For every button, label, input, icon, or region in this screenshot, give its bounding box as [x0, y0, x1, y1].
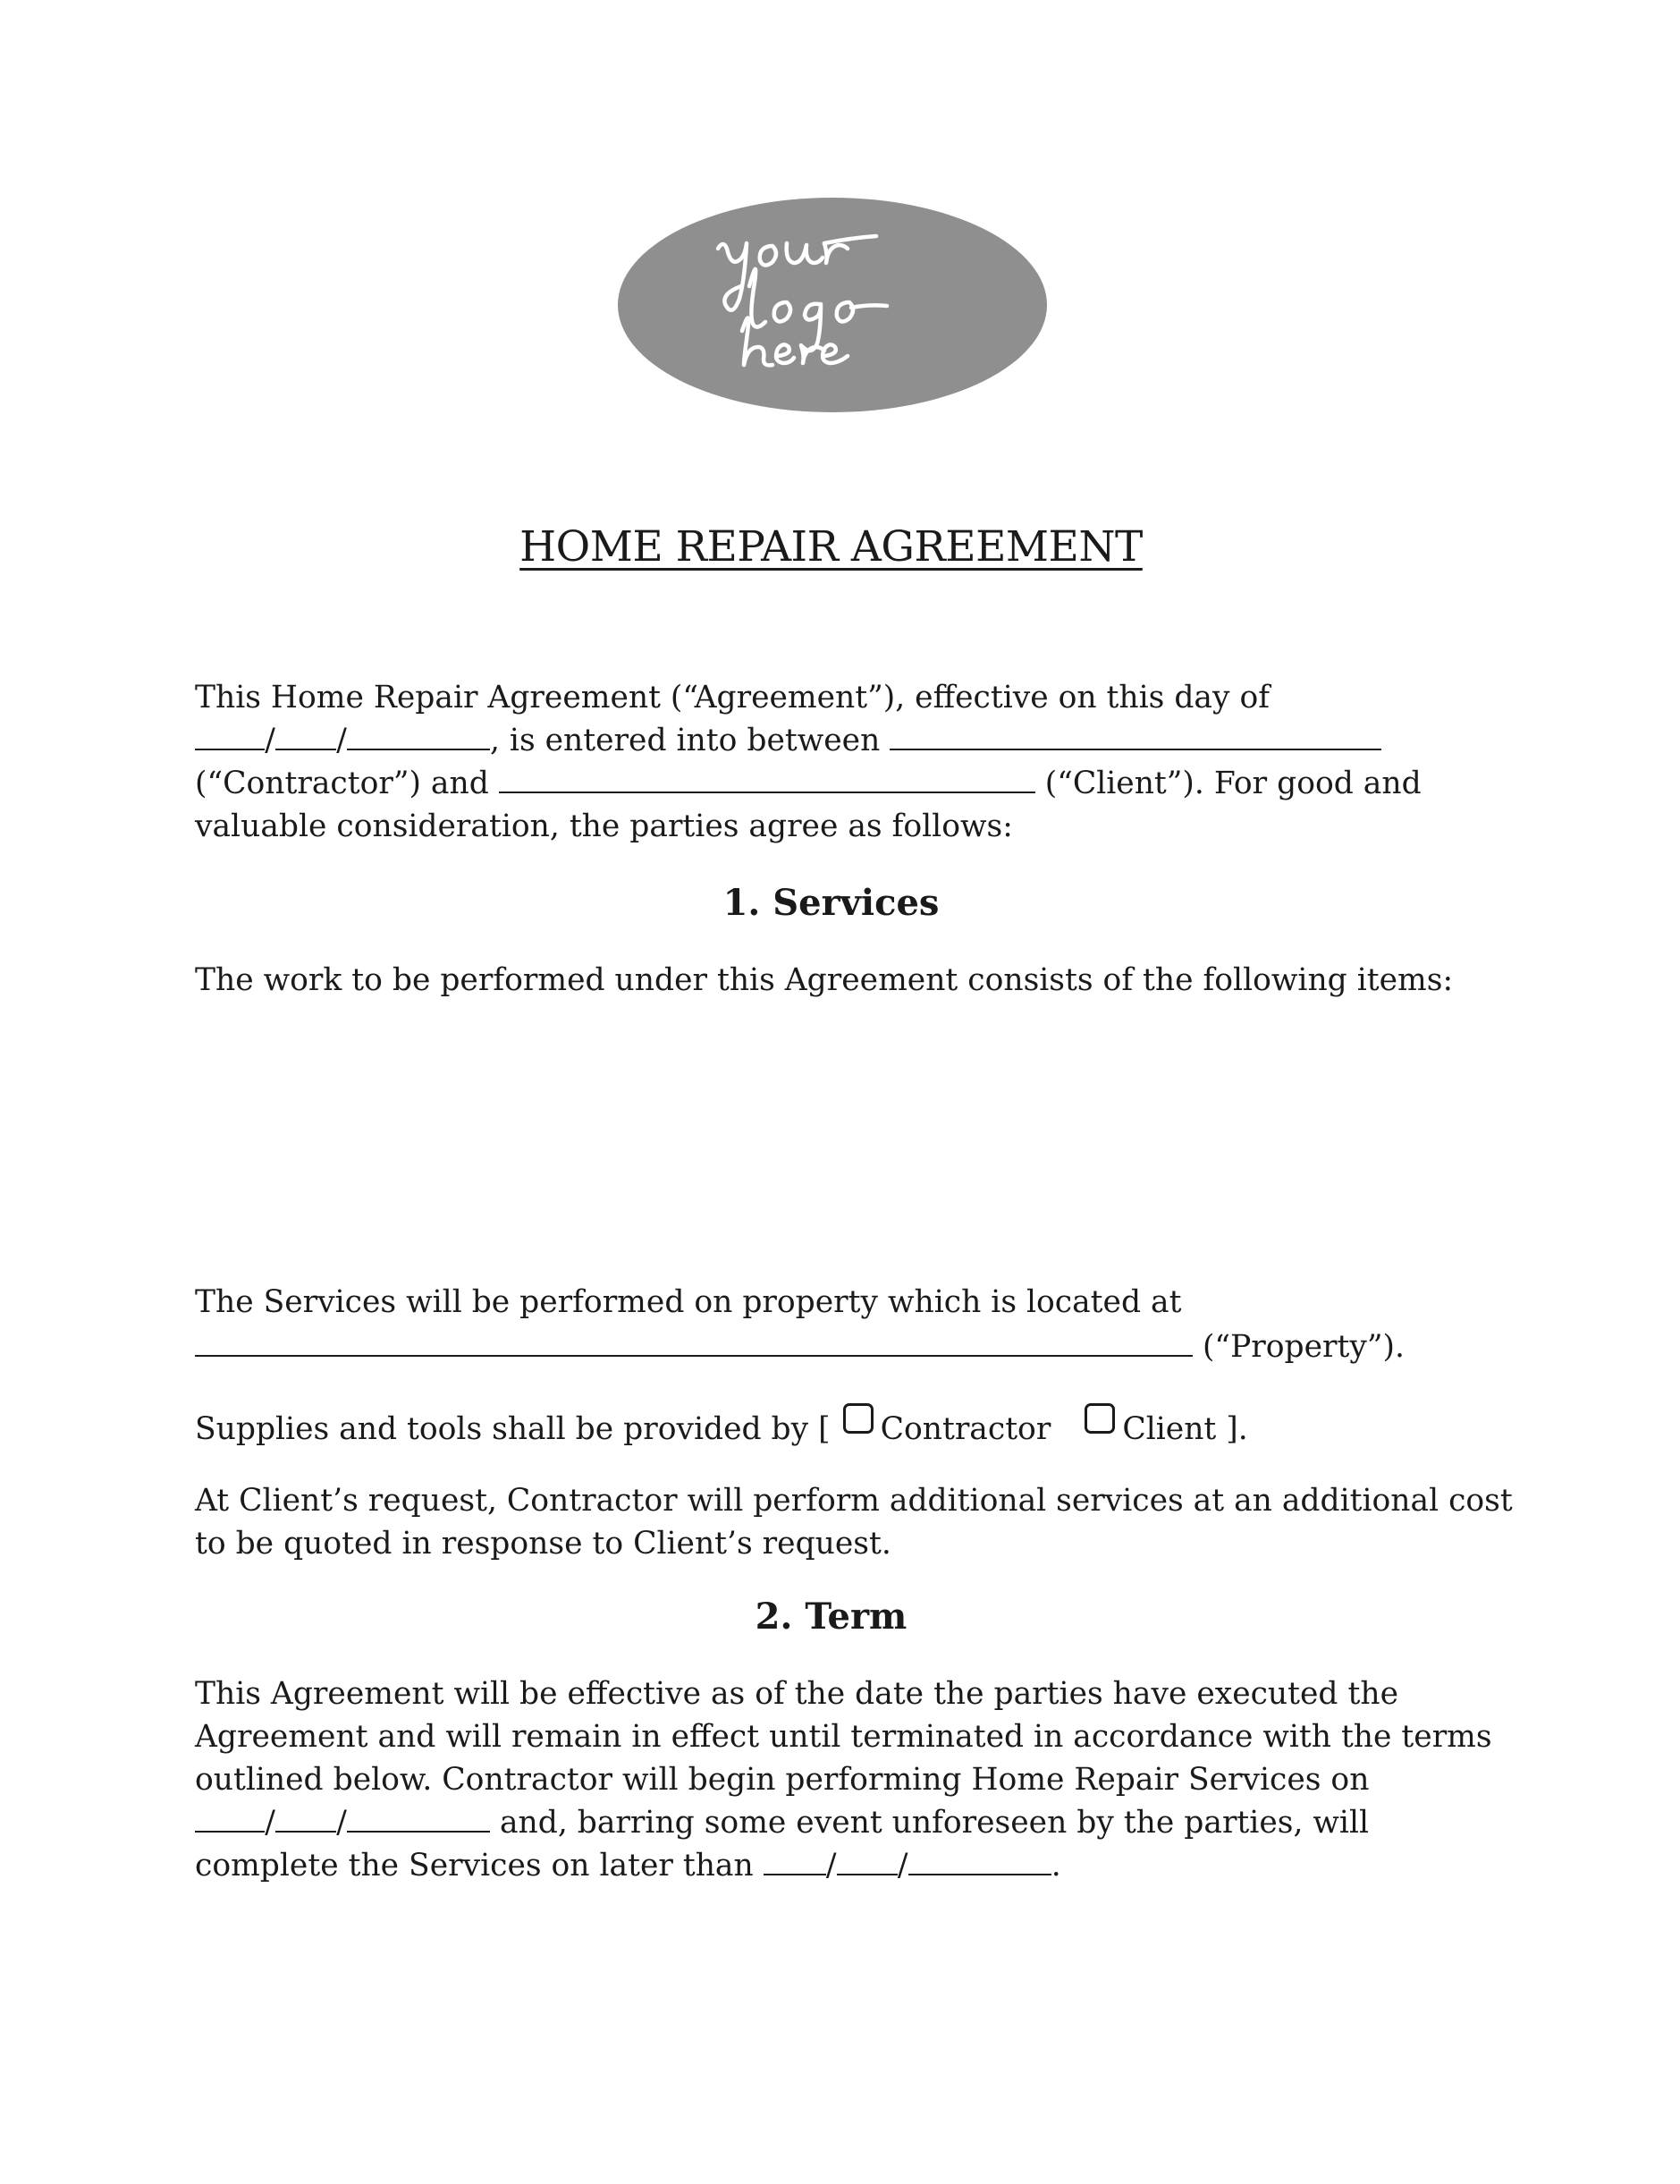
contractor-name-blank[interactable] [890, 722, 1381, 750]
property-label: (“Property”). [1202, 1329, 1405, 1365]
additional-line-2: to be quoted in response to Client’s request. [195, 1526, 891, 1562]
date-separator: / [265, 723, 275, 758]
term-complete-text: complete the Services on later than [195, 1848, 754, 1883]
contractor-checkbox[interactable] [843, 1403, 874, 1434]
logo-placeholder [617, 197, 1048, 413]
property-address-blank[interactable] [195, 1328, 1193, 1357]
effective-month-blank[interactable] [195, 722, 265, 750]
term-line-1: This Agreement will be effective as of the date the parties have executed the [195, 1676, 1398, 1712]
services-work-text: The work to be performed under this Agreement consists of the following items: [195, 962, 1454, 998]
contractor-and-text: (“Contractor”) and [195, 766, 489, 801]
document-title: HOME REPAIR AGREEMENT [519, 522, 1143, 571]
term-line-3: outlined below. Contractor will begin performing Home Repair Services on [195, 1762, 1370, 1798]
intro-between-text: , is entered into between [490, 723, 881, 758]
date-separator: / [336, 723, 347, 758]
intro-line-1: This Home Repair Agreement (“Agreement”), effective on this day of [195, 680, 1270, 715]
end-year-blank[interactable] [908, 1847, 1051, 1875]
effective-day-blank[interactable] [275, 722, 336, 750]
section-2-heading: 2. Term [755, 1596, 908, 1638]
supplies-line [195, 1408, 1248, 1451]
date-separator: / [825, 1848, 837, 1883]
client-option-label: Client ]. [1122, 1411, 1248, 1447]
contractor-option-label: Contractor [880, 1411, 1051, 1447]
logo-image [617, 197, 1048, 413]
intro-line-3 [195, 762, 1422, 805]
start-year-blank[interactable] [347, 1804, 490, 1833]
term-barring-text: and, barring some event unforeseen by the parties, will [499, 1805, 1370, 1841]
section-1-heading: 1. Services [722, 882, 940, 924]
additional-line-1: At Client’s request, Contractor will perform additional services at an additional cost [195, 1483, 1513, 1519]
property-line-2 [195, 1325, 1405, 1368]
supplies-prefix: Supplies and tools shall be provided by [ [195, 1411, 831, 1447]
client-checkbox[interactable] [1085, 1403, 1115, 1434]
date-separator: / [265, 1805, 275, 1841]
date-separator: / [336, 1805, 347, 1841]
term-line-5 [195, 1844, 1061, 1887]
term-line-2: Agreement and will remain in effect until terminated in accordance with the terms [195, 1719, 1492, 1755]
start-day-blank[interactable] [275, 1804, 336, 1833]
effective-year-blank[interactable] [347, 722, 490, 750]
term-period: . [1051, 1848, 1061, 1883]
start-month-blank[interactable] [195, 1804, 265, 1833]
end-day-blank[interactable] [837, 1847, 898, 1875]
intro-line-4: valuable consideration, the parties agree as follows: [195, 808, 1013, 844]
client-name-blank[interactable] [499, 765, 1035, 793]
term-line-4 [195, 1801, 1369, 1844]
end-month-blank[interactable] [764, 1847, 826, 1875]
date-separator: / [897, 1848, 908, 1883]
client-good-text: (“Client”). For good and [1044, 766, 1422, 801]
intro-line-2 [195, 719, 1381, 762]
property-line-1: The Services will be performed on property which is located at [195, 1284, 1182, 1320]
